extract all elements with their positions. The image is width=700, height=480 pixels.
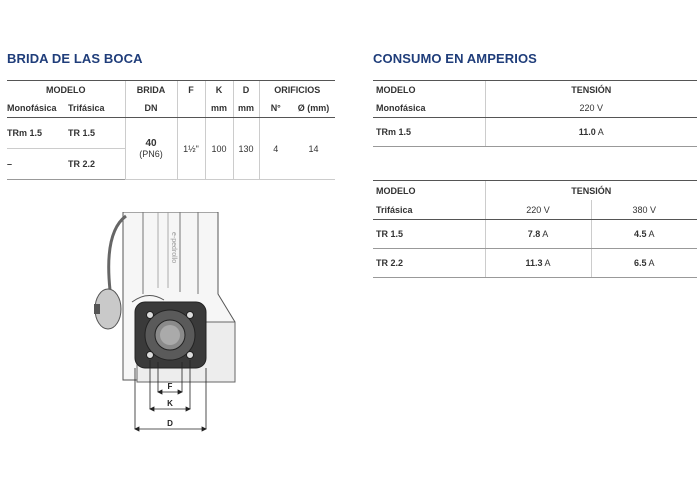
col-modelo: MODELO bbox=[7, 81, 125, 100]
tri-amp: 4.5 bbox=[633, 229, 647, 239]
bolt-hole bbox=[187, 312, 194, 319]
row2-mono: – bbox=[7, 149, 65, 180]
k-value: 100 bbox=[205, 118, 233, 180]
mono-col-modelo: MODELO bbox=[373, 81, 485, 100]
col-dn: DN bbox=[125, 99, 177, 118]
tri-row-model: TR 2.2 bbox=[373, 249, 485, 278]
brida-table bbox=[7, 80, 335, 180]
tri-col-phase: Trifásica bbox=[373, 200, 485, 220]
col-f: F bbox=[177, 81, 205, 100]
bolt-hole bbox=[187, 352, 194, 359]
row1-mono: TRm 1.5 bbox=[7, 118, 65, 149]
tri-row-380 bbox=[591, 220, 697, 249]
tri-amp-unit: A bbox=[648, 229, 655, 239]
bolt-hole bbox=[147, 312, 154, 319]
col-k: K bbox=[205, 81, 233, 100]
tri-row-220 bbox=[485, 249, 591, 278]
bolt-hole bbox=[147, 352, 154, 359]
amp-mono-table bbox=[373, 80, 697, 147]
tri-amp: 11.3 bbox=[525, 258, 543, 268]
col-d: D bbox=[233, 81, 259, 100]
diam-value: 14 bbox=[292, 118, 335, 180]
tri-row-model: TR 1.5 bbox=[373, 220, 485, 249]
row1-tri: TR 1.5 bbox=[65, 118, 125, 149]
dim-k-label: K bbox=[167, 399, 173, 408]
dim-f-label: F bbox=[167, 382, 173, 391]
pump-flange-drawing bbox=[90, 212, 240, 442]
tri-row-220 bbox=[485, 220, 591, 249]
mono-col-phase: Monofásica bbox=[373, 99, 485, 118]
n-value: 4 bbox=[259, 118, 292, 180]
tri-col-tension: TENSIÓN bbox=[485, 181, 697, 201]
tri-amp: 6.5 bbox=[633, 258, 647, 268]
tri-amp-unit: A bbox=[542, 229, 549, 239]
col-d-unit: mm bbox=[233, 99, 259, 118]
tri-amp: 7.8 bbox=[527, 229, 541, 239]
tri-amp-unit: A bbox=[544, 258, 551, 268]
col-diam: Ø (mm) bbox=[292, 99, 335, 118]
col-brida: BRIDA bbox=[125, 81, 177, 100]
f-value: 1½" bbox=[177, 118, 205, 180]
mono-amp-unit: A bbox=[597, 127, 604, 137]
tri-voltage-220: 220 V bbox=[485, 200, 591, 220]
tri-voltage-380: 380 V bbox=[591, 200, 697, 220]
brand-mark: e-pedrollo bbox=[170, 232, 177, 264]
tri-row-380 bbox=[591, 249, 697, 278]
col-n: N° bbox=[259, 99, 292, 118]
tri-col-modelo: MODELO bbox=[373, 181, 485, 201]
col-monofasica: Monofásica bbox=[7, 99, 65, 118]
mono-amp: 11.0 bbox=[578, 127, 596, 137]
mono-row-value bbox=[485, 118, 697, 147]
dn-cell bbox=[125, 118, 177, 180]
mono-row-model: TRm 1.5 bbox=[373, 118, 485, 147]
dim-d-label: D bbox=[167, 419, 173, 428]
col-k-unit: mm bbox=[205, 99, 233, 118]
row2-tri: TR 2.2 bbox=[65, 149, 125, 180]
tri-amp-unit: A bbox=[648, 258, 655, 268]
brida-title: BRIDA DE LAS BOCA bbox=[7, 51, 143, 66]
col-orificios: ORIFICIOS bbox=[259, 81, 335, 100]
col-trifasica: Trifásica bbox=[65, 99, 125, 118]
mono-col-tension: TENSIÓN bbox=[485, 81, 697, 100]
d-value: 130 bbox=[233, 118, 259, 180]
mono-voltage: 220 V bbox=[485, 99, 697, 118]
consumo-title: CONSUMO EN AMPERIOS bbox=[373, 51, 537, 66]
dn-value: 40 bbox=[145, 138, 157, 149]
dn-sub: (PN6) bbox=[139, 149, 163, 159]
amp-tri-table bbox=[373, 180, 697, 278]
